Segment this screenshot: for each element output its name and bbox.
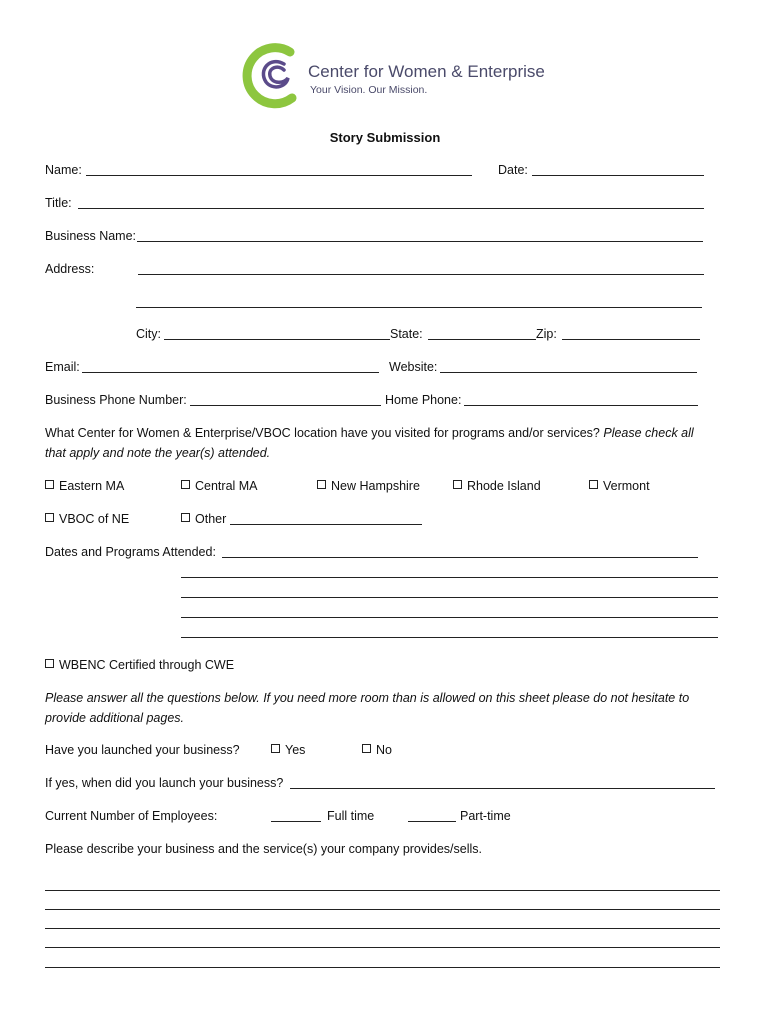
location-option-vboc-ne[interactable] [45,511,129,527]
name-label: Name: [45,163,82,177]
launched-question: Have you launched your business? [45,743,240,757]
checkbox-icon[interactable] [271,744,280,753]
describe-field-3[interactable] [45,928,720,929]
checkbox-icon[interactable] [45,659,54,668]
dates-programs-field-1[interactable] [222,557,698,558]
launch-date-label: If yes, when did you launch your business? [45,776,284,790]
email-field[interactable] [82,372,379,373]
launch-date-field[interactable] [290,788,715,789]
checkbox-icon[interactable] [362,744,371,753]
dates-programs-field-2[interactable] [181,577,718,578]
location-option-vermont[interactable] [589,478,650,494]
location-option-central-ma[interactable] [181,478,258,494]
instructions-line2: provide additional pages. [45,711,184,725]
describe-label: Please describe your business and the service(s) your company provides/sells. [45,842,483,856]
checkbox-icon[interactable] [45,480,54,489]
dates-programs-label: Dates and Programs Attended: [45,545,216,559]
address-field-line2[interactable] [136,307,702,308]
dates-programs-field-5[interactable] [181,637,718,638]
launched-yes-option[interactable] [271,742,305,758]
launched-yes-label: Yes [285,743,306,757]
business-phone-field[interactable] [190,405,381,406]
home-phone-field[interactable] [464,405,698,406]
checkbox-icon[interactable] [589,480,598,489]
name-field[interactable] [86,175,472,176]
locations-question [45,425,694,441]
location-label: Vermont [603,479,650,493]
zip-label: Zip: [536,327,557,341]
location-label: Eastern MA [59,479,125,493]
city-field[interactable] [164,339,390,340]
checkbox-icon[interactable] [317,480,326,489]
address-field-line1[interactable] [138,274,704,275]
home-phone-label: Home Phone: [385,393,462,407]
location-option-new-hampshire[interactable] [317,478,420,494]
employees-label: Current Number of Employees: [45,809,218,823]
city-label: City: [136,327,161,341]
checkbox-icon[interactable] [181,513,190,522]
launched-no-label: No [376,743,392,757]
full-time-label: Full time [327,809,375,823]
checkbox-icon[interactable] [45,513,54,522]
locations-note-part2: that apply and note the year(s) attended. [45,446,271,460]
dates-programs-field-3[interactable] [181,597,718,598]
location-option-rhode-island[interactable] [453,478,541,494]
date-label: Date: [498,163,528,177]
date-field[interactable] [532,175,704,176]
wbenc-label: WBENC Certified through CWE [59,658,235,672]
business-name-field[interactable] [137,241,703,242]
website-label: Website: [389,360,438,374]
full-time-field[interactable] [271,821,321,822]
website-field[interactable] [440,372,697,373]
describe-field-2[interactable] [45,909,720,910]
describe-field-1[interactable] [45,890,720,891]
location-option-eastern-ma[interactable] [45,478,124,494]
address-label: Address: [45,262,95,276]
location-label: Rhode Island [467,479,541,493]
cwe-logo [240,40,545,110]
email-label: Email: [45,360,80,374]
location-option-other[interactable] [181,511,226,527]
locations-note-part1: Please check all [603,426,694,440]
state-label: State: [390,327,423,341]
part-time-field[interactable] [408,821,456,822]
part-time-label: Part-time [460,809,511,823]
logo-title: Center for Women & Enterprise [308,62,545,81]
location-label: New Hampshire [331,479,420,493]
launched-no-option[interactable] [362,742,392,758]
location-label: VBOC of NE [59,512,130,526]
describe-field-4[interactable] [45,947,720,948]
business-name-label: Business Name: [45,229,137,243]
location-label: Other [195,512,227,526]
title-label: Title: [45,196,72,210]
zip-field[interactable] [562,339,700,340]
title-field[interactable] [78,208,704,209]
logo-tagline: Your Vision. Our Mission. [310,84,428,96]
cwe-logo-mark [240,40,304,110]
checkbox-icon[interactable] [181,480,190,489]
other-location-field[interactable] [230,524,422,525]
describe-field-5[interactable] [45,967,720,968]
business-phone-label: Business Phone Number: [45,393,187,407]
location-label: Central MA [195,479,258,493]
checkbox-icon[interactable] [453,480,462,489]
locations-question-text: What Center for Women & Enterprise/VBOC location have you visited for programs and/or services? [45,426,600,440]
dates-programs-field-4[interactable] [181,617,718,618]
state-field[interactable] [428,339,536,340]
instructions-line1: Please answer all the questions below. If you need more room than is allowed on this sheet please do not hesitate to [45,691,690,705]
wbenc-option[interactable] [45,657,234,673]
page-title: Story Submission [329,130,441,145]
